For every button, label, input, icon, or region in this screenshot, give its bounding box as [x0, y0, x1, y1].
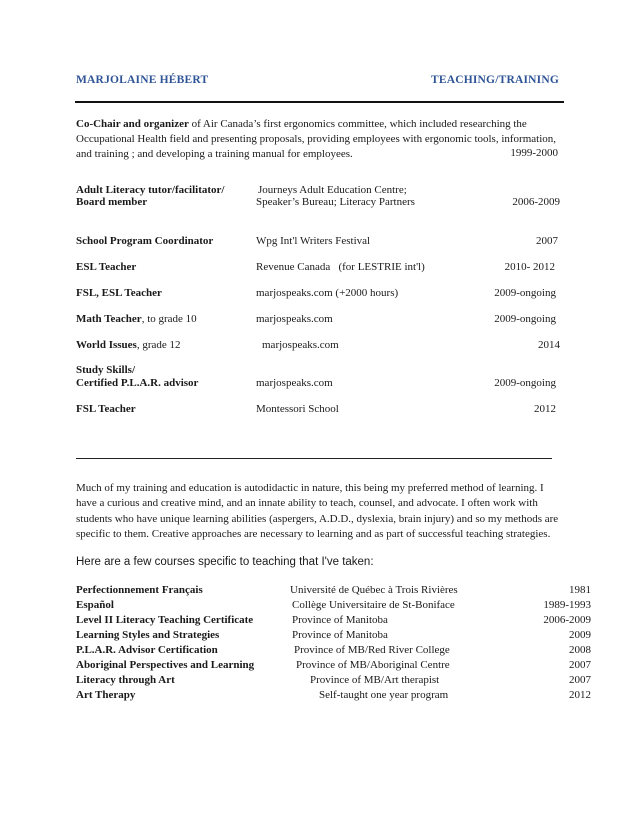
cochair-paragraph: [76, 117, 564, 163]
course-year: 1981: [569, 584, 591, 596]
role-years: 2009-ongoing: [494, 313, 556, 325]
section-title: TEACHING/TRAINING: [430, 74, 559, 86]
training-line: specific to them. Creative approaches are necessary to learning and as part of successful teaching strategies.: [76, 528, 551, 541]
role-title: Math Teacher, to grade 10: [76, 313, 197, 325]
course-year: 2012: [569, 689, 591, 701]
role-place: Wpg Int'l Writers Festival: [256, 235, 371, 247]
role-years: 2010- 2012: [504, 261, 555, 273]
course-institution: Self-taught one year program: [319, 689, 449, 701]
role-years: 2006-2009: [512, 196, 560, 208]
section-divider: [76, 458, 552, 459]
cochair-line2: Occupational Health field and presenting proposals, providing employees with ergonomic tools, information,: [76, 133, 557, 146]
cochair-years: 1999-2000: [510, 147, 558, 159]
course-institution: Province of Manitoba: [292, 614, 388, 626]
role-place: Journeys Adult Education Centre;: [258, 184, 407, 196]
training-line: Much of my training and education is autodidactic in nature, this being my preferred method of learning. I: [76, 482, 544, 494]
courses-intro: Here are a few courses specific to teaching that I've taken:: [76, 556, 374, 568]
role-years: 2009-ongoing: [494, 377, 556, 389]
role-place: marjospeaks.com: [256, 377, 333, 389]
role-title: World Issues, grade 12: [76, 339, 181, 351]
course-institution: Province of MB/Red River College: [294, 644, 450, 656]
course-institution: Province of MB/Art therapist: [310, 674, 440, 686]
cochair-line1: of Air Canada’s first ergonomics committee, which included researching the: [188, 118, 527, 130]
role-title: Adult Literacy tutor/facilitator/: [76, 184, 225, 196]
role-place: Speaker’s Bureau; Literacy Partners: [256, 196, 415, 208]
training-line: students who have unique learning abilities (aspergers, A.D.D., dyslexia, brain injury) and so my methods are: [76, 512, 559, 525]
training-line: have a curious and creative mind, and an innate ability to teach, counsel, and advocate. I often work with: [76, 497, 538, 510]
course-year: 2006-2009: [543, 614, 591, 626]
header-divider: [75, 101, 564, 103]
cochair-role: Co-Chair and organizer: [76, 118, 189, 130]
role-place: marjospeaks.com: [256, 313, 333, 325]
course-year: 2007: [569, 674, 591, 686]
role-place: marjospeaks.com: [262, 339, 339, 351]
course-name: Level II Literacy Teaching Certificate: [76, 614, 254, 626]
course-year: 2008: [569, 644, 591, 656]
role-years: 2007: [536, 235, 558, 247]
role-years: 2012: [534, 403, 556, 415]
course-name: Aboriginal Perspectives and Learning: [76, 659, 255, 671]
course-year: 1989-1993: [543, 599, 591, 611]
course-institution: Province of Manitoba: [292, 629, 388, 641]
course-name: Español: [76, 599, 114, 611]
course-institution: Université de Québec à Trois Rivières: [290, 584, 458, 596]
role-title: FSL, ESL Teacher: [76, 287, 162, 299]
course-institution: Collège Universitaire de St-Boniface: [292, 599, 455, 611]
role-title: Study Skills/: [76, 364, 136, 376]
course-name: Perfectionnement Français: [76, 584, 203, 596]
role-place: marjospeaks.com (+2000 hours): [256, 287, 399, 299]
role-years: 2014: [538, 339, 560, 351]
role-title: Board member: [76, 196, 148, 208]
course-year: 2009: [569, 629, 591, 641]
role-place: Revenue Canada (for LESTRIE int'l): [256, 261, 425, 273]
course-name: Literacy through Art: [76, 674, 175, 686]
course-name: Learning Styles and Strategies: [76, 629, 220, 641]
role-title: School Program Coordinator: [76, 235, 214, 247]
training-paragraph: [76, 481, 564, 543]
course-year: 2007: [569, 659, 591, 671]
role-title: Certified P.L.A.R. advisor: [76, 377, 199, 389]
cochair-line3: and training ; and developing a training manual for employees.: [76, 148, 353, 161]
role-years: 2009-ongoing: [494, 287, 556, 299]
role-title: ESL Teacher: [76, 261, 137, 273]
role-title: FSL Teacher: [76, 403, 136, 415]
course-name: P.L.A.R. Advisor Certification: [76, 644, 218, 656]
course-institution: Province of MB/Aboriginal Centre: [296, 659, 450, 671]
resume-name: MARJOLAINE HÉBERT: [76, 74, 209, 86]
course-name: Art Therapy: [76, 689, 136, 701]
role-place: Montessori School: [256, 403, 339, 415]
